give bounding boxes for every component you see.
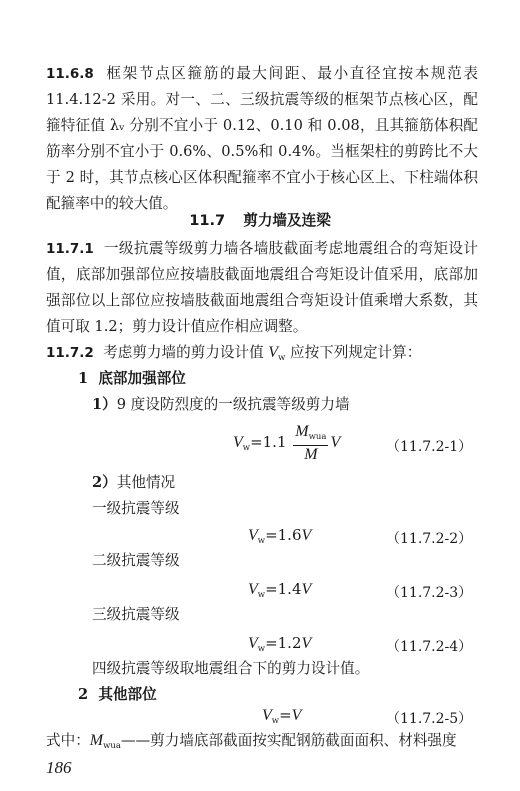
- clause-text: 一级抗震等级剪力墙各墙肢截面考虑地震组合的弯矩设计值，底部加强部位应按墙肢截面地震组合弯矩设计值采用，底部加强部位以上部位应按墙肢截面地震组合弯矩设计值乘增大系数，其值可取 1.2；剪力设计值应作相应调整。: [46, 240, 478, 335]
- formula-11-7-2-1: [233, 423, 340, 463]
- section-number: 11.7: [189, 212, 226, 229]
- formula-11-7-2-3: [248, 580, 311, 600]
- clause-number: 11.7.1: [46, 241, 94, 257]
- definition-line: [46, 728, 457, 759]
- paragraph-11-7-1: [46, 236, 478, 340]
- equation-number: （11.7.2-2）: [386, 531, 473, 547]
- definition-prefix: 式中：: [46, 732, 90, 749]
- formula-tail: V: [330, 434, 341, 451]
- sub-item-number: 2）: [92, 474, 117, 491]
- formula-lhs: V: [262, 707, 272, 724]
- page-number: 186: [46, 758, 72, 777]
- grade-4-text: 四级抗震等级取地震组合下的剪力设计值。: [92, 660, 370, 677]
- formula-lhs-subscript: w: [257, 590, 266, 600]
- clause-text-before: 考虑剪力墙的剪力设计值: [103, 344, 269, 361]
- formula-rhs: =1.4: [265, 580, 302, 598]
- formula-lhs: V: [248, 581, 258, 598]
- formula-lhs: V: [248, 635, 258, 652]
- section-title: 剪力墙及连梁: [243, 212, 331, 229]
- formula-tail: V: [301, 581, 312, 598]
- formula-lhs-subscript: w: [242, 443, 251, 453]
- clause-number: 11.6.8: [46, 66, 94, 82]
- item-number: 1: [78, 370, 89, 387]
- equation-number: （11.7.2-5）: [386, 711, 473, 727]
- definition-symbol: M: [89, 732, 104, 749]
- formula-coefficient: =1.1: [250, 433, 287, 451]
- formula-fraction: [293, 423, 328, 463]
- formula-rhs: =1.6: [265, 526, 302, 544]
- clause-number: 11.7.2: [46, 345, 94, 361]
- clause-text: 框架节点区箍筋的最大间距、最小直径宜按本规范表 11.4.12-2 采用。对一、二、三级抗震等级的框架节点核心区，配箍特征值 λᵥ 分别不宜小于 0.12、0.10 和 0.08，且其箍筋体积配筋率分别不宜小于 0.6%、0.5%和 0.4%。当框架柱的剪跨比不大于 2 时，其节点核心区体积配箍率不宜小于核心区上、下柱端体积配箍率中的较大值。: [46, 65, 478, 212]
- item-2: [78, 682, 157, 708]
- sub-item-number: 1）: [92, 396, 117, 413]
- formula-lhs-subscript: w: [257, 536, 266, 546]
- symbol-v-subscript: w: [278, 353, 286, 363]
- fraction-denominator: M: [304, 446, 318, 463]
- formula-rhs: =: [279, 706, 292, 724]
- symbol-v: V: [268, 344, 279, 361]
- formula-lhs: V: [233, 434, 243, 451]
- sub-item-text: 其他情况: [116, 474, 176, 491]
- formula-11-7-2-2: [248, 526, 311, 546]
- item-text: 底部加强部位: [98, 370, 186, 387]
- clause-text-after: 应按下列规定计算：: [285, 344, 422, 361]
- formula-lhs: V: [248, 527, 258, 544]
- formula-rhs: =1.2: [265, 634, 302, 652]
- grade-3-label: 三级抗震等级: [92, 606, 180, 623]
- fraction-numerator-subscript: wua: [308, 432, 327, 442]
- formula-11-7-2-4: [248, 634, 311, 654]
- equation-number: （11.7.2-4）: [386, 639, 473, 655]
- formula-tail: V: [301, 635, 312, 652]
- definition-symbol-subscript: wua: [103, 741, 121, 751]
- grade-1-label: 一级抗震等级: [92, 500, 180, 517]
- equation-number: （11.7.2-1）: [386, 439, 473, 455]
- formula-tail: V: [291, 707, 302, 724]
- grade-2-label: 二级抗震等级: [92, 552, 180, 569]
- formula-11-7-2-5: [262, 706, 301, 726]
- item-text: 其他部位: [98, 686, 157, 703]
- formula-lhs-subscript: w: [257, 644, 266, 654]
- definition-text: ——剪力墙底部截面按实配钢筋截面面积、材料强度: [120, 732, 457, 749]
- fraction-numerator: M: [295, 423, 309, 440]
- equation-number: （11.7.2-3）: [386, 585, 473, 601]
- formula-tail: V: [301, 527, 312, 544]
- sub-item-text: 9 度设防烈度的一级抗震等级剪力墙: [116, 396, 350, 413]
- formula-lhs-subscript: w: [271, 716, 280, 726]
- item-1-2: [92, 470, 175, 496]
- item-1: [78, 366, 186, 392]
- section-heading: [0, 209, 520, 230]
- item-number: 2: [78, 686, 89, 703]
- paragraph-11-6-8: [46, 61, 478, 217]
- item-1-1: [92, 392, 350, 418]
